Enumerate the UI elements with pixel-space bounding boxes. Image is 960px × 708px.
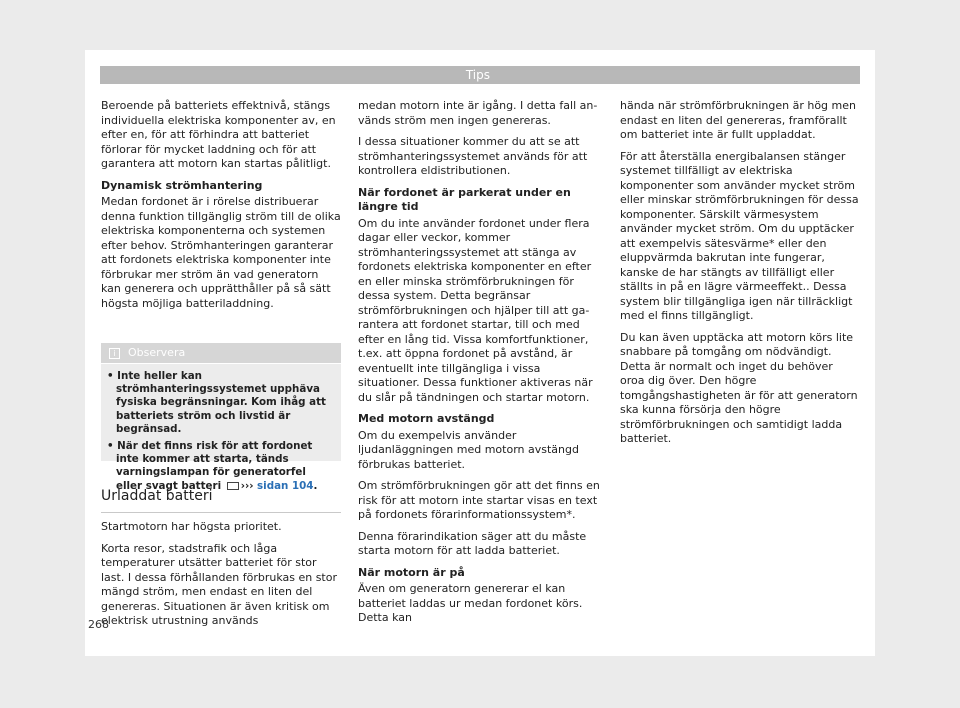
note-item: • Inte heller kan strömhanteringssystemet upphäva fysiska begränsningar. Kom ihåg att batteriets ström och livstid är begränsad.	[107, 370, 326, 435]
subheading: När motorn är på	[358, 565, 465, 579]
paragraph: I dessa situationer kommer du att se att strömhanteringssystemet används för att kontrollera eldistributionen.	[358, 135, 588, 177]
paragraph: hända när strömförbrukningen är hög men endast en liten del genereras, framförallt om batteriet inte är fullt uppladdat.	[620, 99, 856, 141]
paragraph: Om du inte använder fordonet under flera dagar eller veckor, kommer strömhanteringssystemet att stänga av fordonets elektriska komponenter en efter en eller minska strömförbrukningen för dessa system. Detta begränsar strömförbrukningen och hjälper till att garantera att fordonet startar, till och med efter en lång tid. Vissa komfortfunktioner, t.ex. att öppna fordonet på avstånd, är eventuellt inte tillgängliga i vissa situationer. Dessa funktioner aktiveras när du slår på tändningen och startar motorn.	[358, 216, 593, 404]
column-1-lower	[101, 520, 341, 636]
paragraph: medan motorn inte är igång. I detta fall används ström men ingen genereras.	[358, 99, 598, 127]
paragraph: Denna förarindikation säger att du måste starta motorn för att ladda batteriet.	[358, 529, 587, 557]
paragraph: Medan fordonet är i rörelse distribuerar denna funktion tillgänglig ström till de olika elektriska komponenterna och systemen efter behov. Strömhanteringen garanterar att fordonets elektriska komponenter inte förbrukar mer ström än vad generatorn kan generera och upprätthåller på så sätt högsta möjliga batteriladdning.	[101, 195, 341, 310]
paragraph: Även om generatorn genererar el kan batteriet laddas ur medan fordonet körs. Detta kan	[358, 582, 583, 624]
column-2	[358, 99, 603, 633]
column-3	[620, 99, 860, 454]
header-bar	[100, 66, 860, 84]
paragraph: Korta resor, stadstrafik och låga temperaturer utsätter batteriet för stor last. I dessa förhållanden förbrukas en stor mängd ström, men endast en liten del genereras. Situationen är även kritisk om elektrisk utrustning används	[101, 541, 337, 627]
subheading: När fordonet är parkerat under en längre tid	[358, 185, 571, 213]
paragraph: Beroende på batteriets effektnivå, stängs individuella elektriska komponenter av, en efter en, för att förhindra att batteriet förlorar för mycket laddning och för att garantera att motorn kan startas pålitligt.	[101, 99, 336, 170]
arrow-glyph: ›››	[240, 479, 254, 492]
column-1	[101, 99, 341, 318]
note-item-text: Inte heller kan strömhanteringssystemet upphäva fysiska begränsningar. Kom ihåg att batteriets ström och livstid är begränsad.	[116, 370, 326, 435]
note-box	[101, 343, 341, 492]
note-header	[101, 343, 341, 364]
paragraph: Du kan även upptäcka att motorn körs lite snabbare på tomgång om nödvändigt. Detta är normalt och inget du behöver oroa dig över. Den högre tomgångshastigheten är för att generatorn ska kunna försörja den högre strömförbrukningen och samtidigt ladda batteriet.	[620, 330, 858, 445]
paragraph: Om strömförbrukningen gör att det finns en risk för att motorn inte startar visas en text på fordonets förarinformationssystem*.	[358, 479, 600, 521]
paragraph: För att återställa energibalansen stänger systemet tillfälligt av elektriska komponenter som använder mycket ström eller minskar strömförbrukningen för dessa komponenter. Särskilt värmesystem använder mycket ström. Om du upptäcker att exempelvis sätesvärme* eller den eluppvärmda bakrutan inte fungerar, kanske de har stängts av tillfälligt eller ställts in på en lägre värmeeffekt.. Dessa system blir tillgängliga igen när tillräckligt med el finns tillgängligt.	[620, 149, 859, 322]
note-item: • När det finns risk för att fordonet inte kommer att starta, tänds varningslampan för generatorfel eller svagt batteri ››› sidan 104.	[107, 440, 318, 492]
paragraph: Startmotorn har högsta prioritet.	[101, 520, 282, 533]
subheading: Med motorn avstängd	[358, 412, 495, 425]
subheading: Dynamisk strömhantering	[101, 178, 263, 192]
note-item-text: När det finns risk för att fordonet inte kommer att starta, tänds varningslampan för generatorfel eller svagt batteri	[116, 440, 313, 492]
paragraph: Om du exempelvis använder ljudanläggningen med motorn avstängd förbrukas batteriet.	[358, 428, 579, 471]
note-body	[101, 364, 341, 493]
info-icon: i	[109, 348, 120, 359]
header-title: Tips	[465, 68, 490, 82]
section-title: Urladdat batteri	[101, 488, 341, 513]
page-link[interactable]: sidan 104	[257, 479, 314, 492]
note-title: Observera	[128, 346, 186, 359]
page-number: 268	[88, 618, 109, 631]
